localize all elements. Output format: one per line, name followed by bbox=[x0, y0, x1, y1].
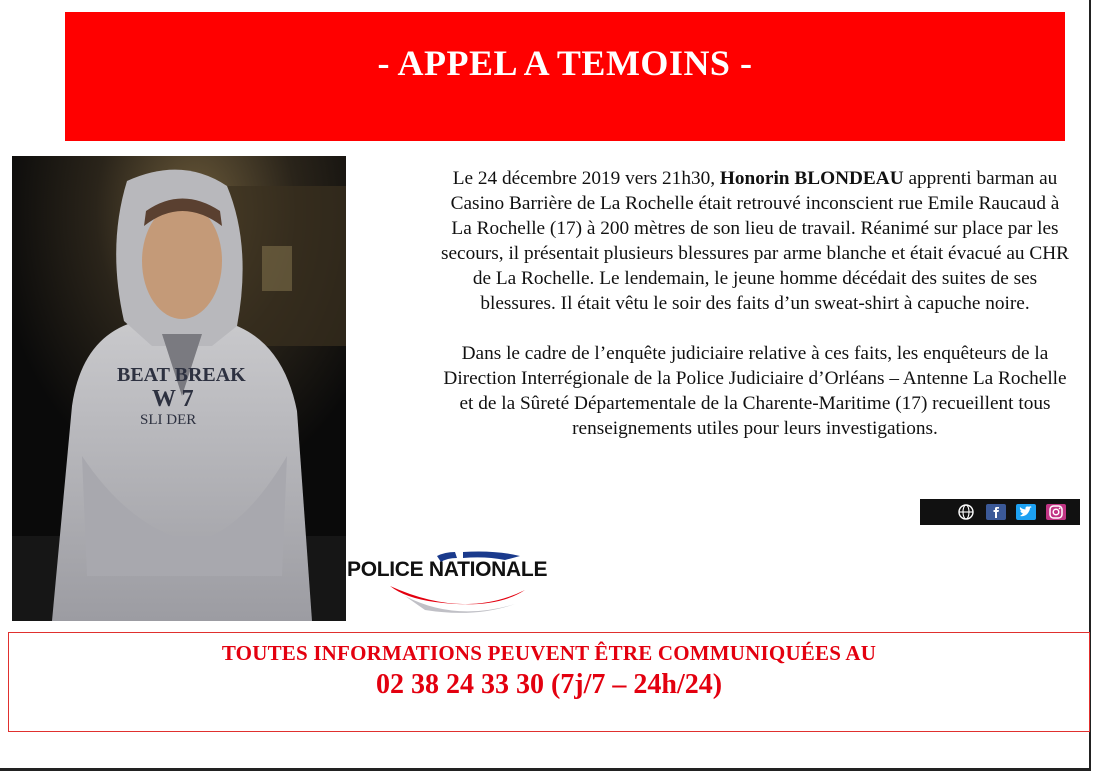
svg-text:W 7: W 7 bbox=[152, 386, 194, 412]
incident-date: Le 24 décembre 2019 vers 21h30, bbox=[452, 168, 716, 189]
paragraph-incident bbox=[440, 166, 1070, 316]
contact-phone[interactable]: 02 38 24 33 30 (7j/7 – 24h/24) bbox=[375, 669, 723, 700]
globe-icon[interactable] bbox=[956, 504, 976, 520]
page-title: - APPEL A TEMOINS - bbox=[377, 42, 753, 83]
logo-text: POLICE NATIONALE bbox=[347, 558, 548, 581]
social-links-bar bbox=[920, 499, 1080, 525]
police-nationale-logo bbox=[345, 548, 580, 622]
contact-heading: TOUTES INFORMATIONS PEUVENT ÊTRE COMMUNIQUÉES AU bbox=[221, 641, 877, 665]
case-description bbox=[440, 166, 1070, 441]
victim-photo bbox=[12, 156, 346, 621]
contact-info-box bbox=[8, 632, 1090, 732]
incident-details: apprenti barman au Casino Barrière de La Rochelle était retrouvé inconscient rue Emile Raucaud à La Rochelle (17) à 200 mètres de son lieu de travail. Réanimé sur place par les secours, il présentait plusieurs blessures par arme blanche et était évacué au CHR de La Rochelle. Le lendemain, le jeune homme décédait des suites de ses blessures. Il était vêtu le soir des faits d’un sweat-shirt à capuche noire. bbox=[440, 168, 1070, 314]
paragraph-investigation: Dans le cadre de l’enquête judiciaire relative à ces faits, les enquêteurs de la Direction Interrégionale de la Police Judiciaire d’Orléans – Antenne La Rochelle et de la Sûreté Départementale de la Charente-Maritime (17) recueillent tous renseignements utiles pour leurs investigations. bbox=[443, 343, 1067, 439]
twitter-icon[interactable] bbox=[1016, 504, 1036, 520]
svg-text:SLI DER: SLI DER bbox=[140, 412, 197, 428]
header-banner bbox=[65, 12, 1065, 141]
facebook-icon[interactable] bbox=[986, 504, 1006, 520]
person-photo-illustration bbox=[12, 156, 346, 621]
instagram-icon[interactable] bbox=[1046, 504, 1066, 520]
svg-text:BEAT BREAK: BEAT BREAK bbox=[117, 364, 246, 386]
victim-name: Honorin BLONDEAU bbox=[719, 168, 904, 189]
